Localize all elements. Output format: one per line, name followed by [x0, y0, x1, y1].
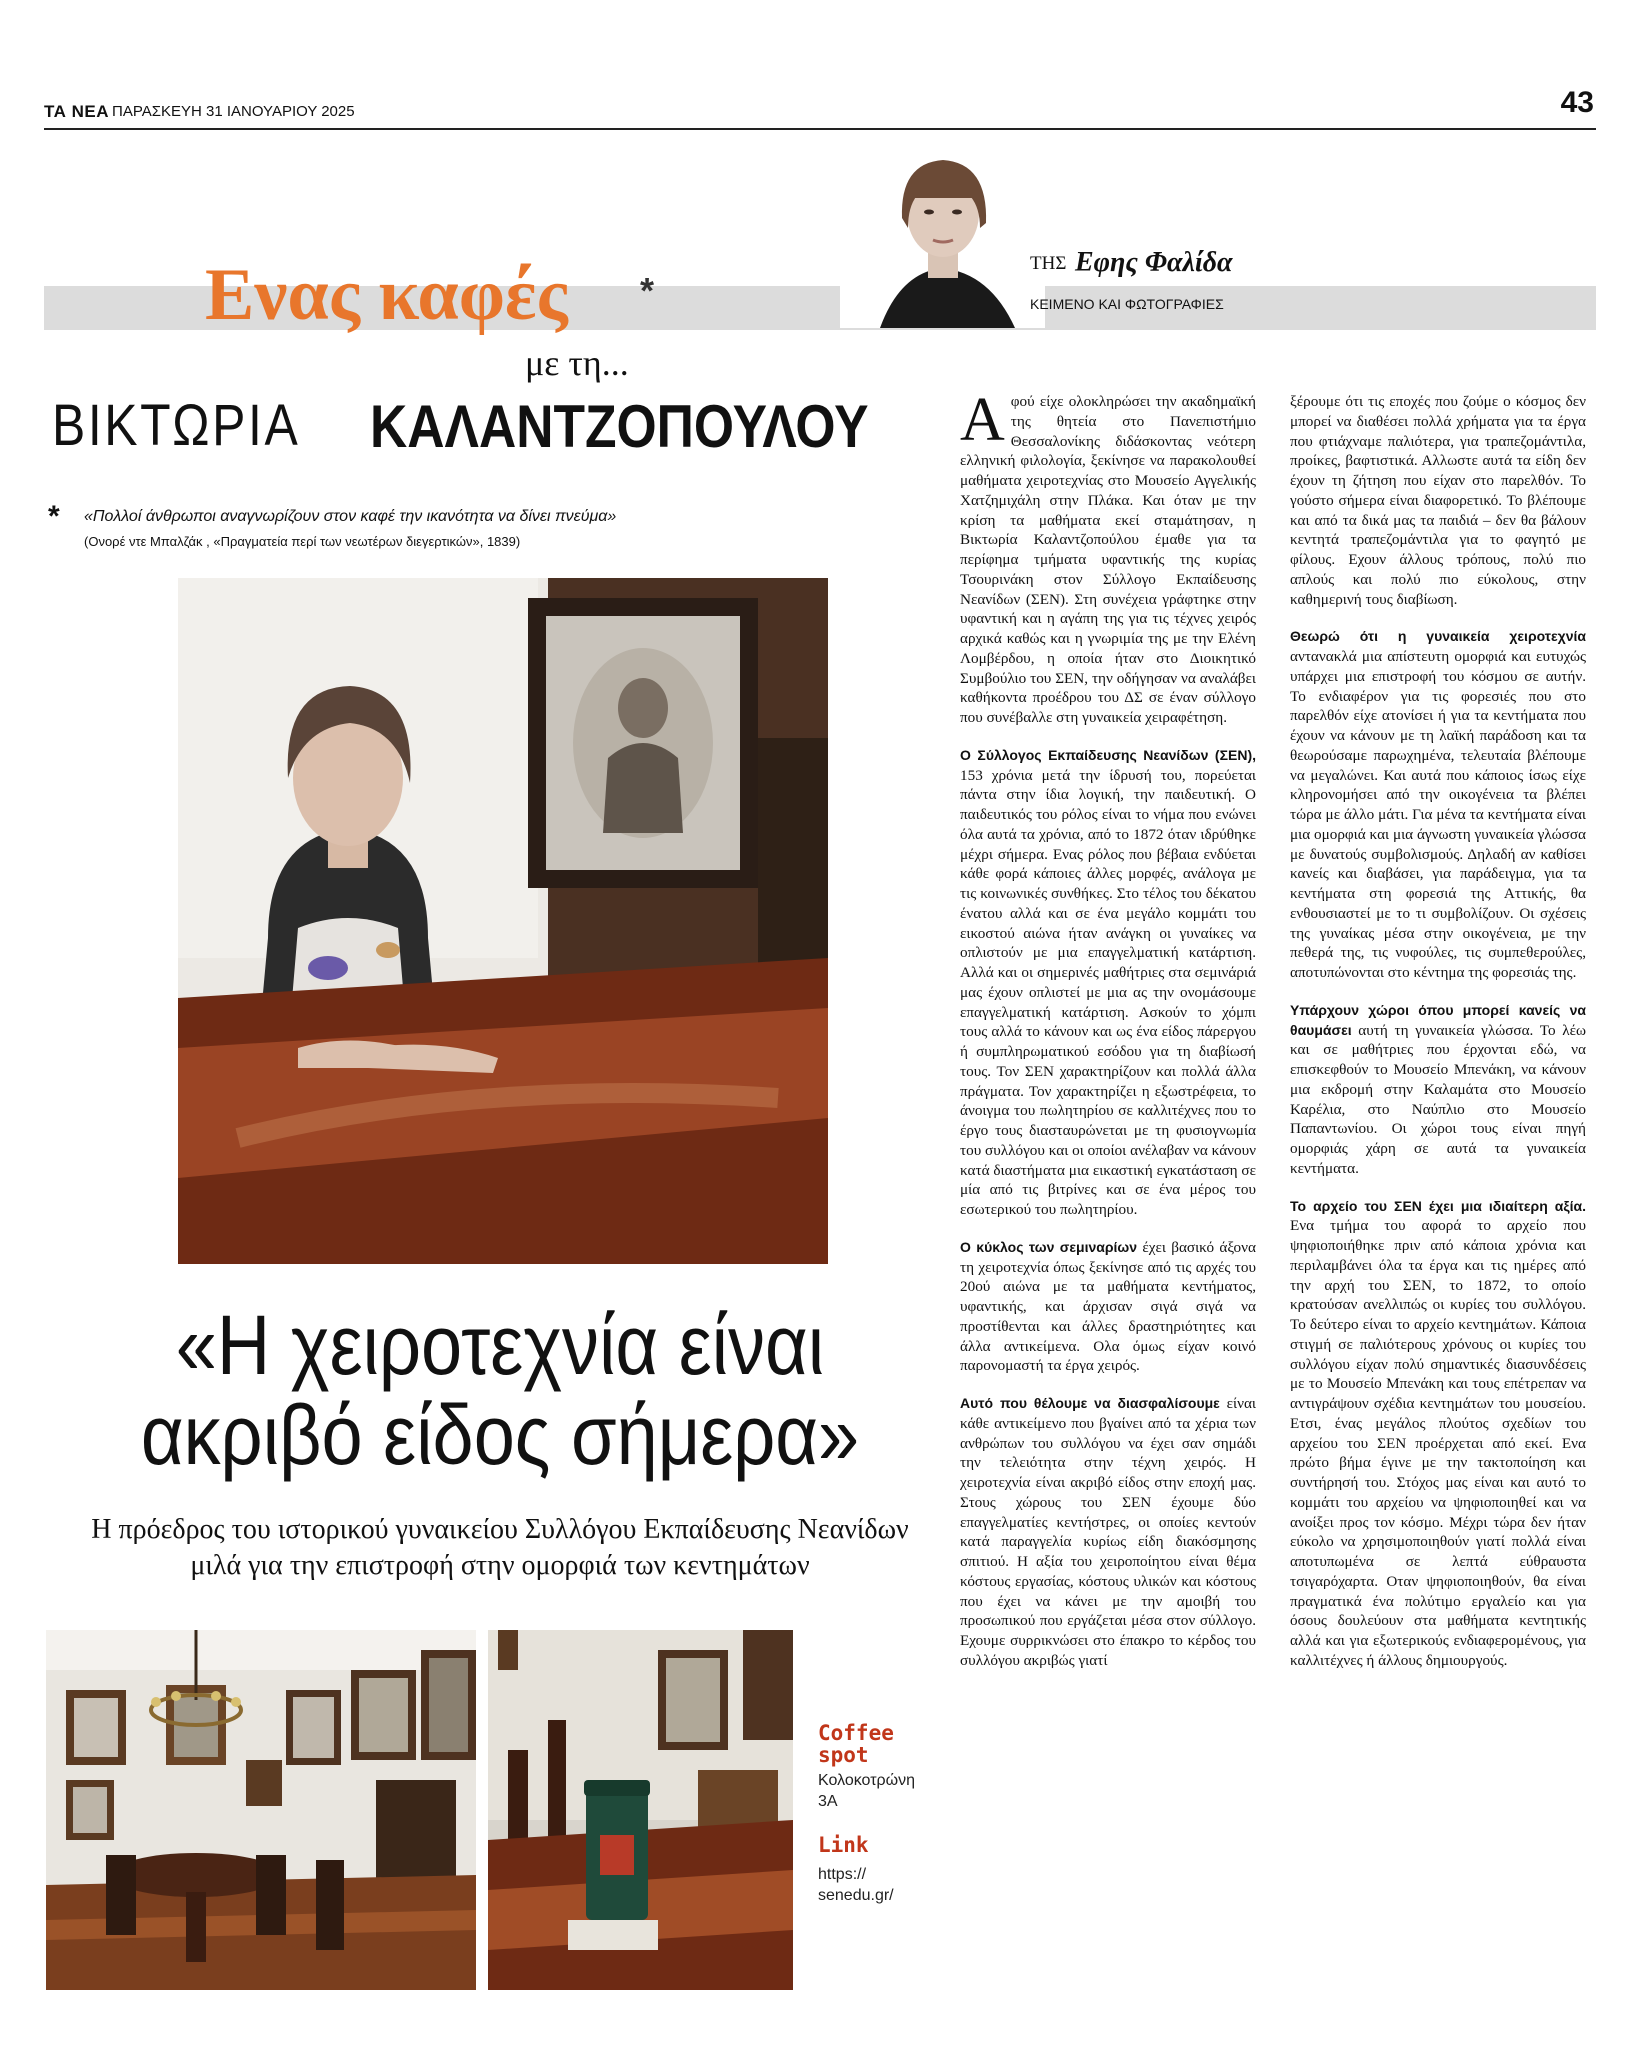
paragraph-lead: Ο Σύλλογος Εκπαίδευσης Νεανίδων (ΣΕΝ),	[960, 746, 1256, 763]
epigraph-quote: «Πολλοί άνθρωποι αναγνωρίζουν στον καφέ την ικανότητα να δίνει πνεύμα»	[84, 508, 617, 525]
article-paragraph: Αφού είχε ολοκληρώσει την ακαδημαϊκή της θητεία στο Πανεπιστήμιο Θεσσαλονίκης διδάσκοντας νεότερη ελληνική φιλολογία, ξεκίνησε να παρακολουθεί μαθήματα χειροτεχνίας στο Μουσείο Αγγελικής Χατζημιχάλη στην Πλάκα. Και όταν με την κρίση τα μαθήματα εκεί σταμάτησαν, η Βικτωρία Καλαντζοπούλου έμαθε για τα περίφημα τμήματα υφαντικής της κυρίας Τσουρινάκη στον Σύλλογο Εκπαίδευσης Νεανίδων (ΣΕΝ). Στη συνέχεια γράφτηκε στην υφαντική και η αγάπη της για τις τέχνες χειρός αρχικά καθώς και η γνωριμία της με την Ελένη Λομβέρδου, η οποία ήταν στο Διοικητικό Συμβούλιο του ΣΕΝ, την οδήγησαν να αναλάβει καθήκοντα προέδρου του ΔΣ σε έναν σύλλογο που συνέβαλλε στη γυναικεία χειραφέτηση.	[960, 386, 1256, 726]
coffee-spot-heading: Coffee spot	[818, 1721, 894, 1767]
coffee-spot-address: Κολοκοτρώνη 3Α	[818, 1772, 916, 1810]
article-column-1	[960, 386, 1257, 1689]
author-role: ΚΕΙΜΕΝΟ ΚΑΙ ΦΩΤΟΓΡΑΦΙΕΣ	[1030, 296, 1224, 312]
page-number: 43	[1560, 86, 1594, 119]
interviewee-first-name: ΒΙΚΤΩΡΙΑ	[52, 393, 301, 458]
interviewee-last-name: ΚΑΛΑΝΤΖΟΠΟΥΛΟΥ	[370, 393, 869, 460]
author-name: Εφης Φαλίδα	[1075, 247, 1233, 278]
header-rule	[44, 128, 1596, 130]
byline-prefix: ΤΗΣ	[1030, 253, 1067, 274]
paragraph-lead: Ο κύκλος των σεμιναρίων	[960, 1238, 1138, 1255]
headline-line: «Η χειροτεχνία είναι	[175, 1298, 825, 1392]
author-photo	[840, 148, 1045, 328]
article-paragraph: Ο Σύλλογος Εκπαίδευσης Νεανίδων (ΣΕΝ), 153 χρόνια μετά την ίδρυσή του, πορεύεται πάντα στην ίδια λογική, την παιδευτική. Ο παιδευτικός του ρόλος είναι το νήμα που ενώνει όλα αυτά τα χρόνια, από το 1872 όταν ιδρύθηκε μέχρι σήμερα. Ενας ρόλος που βέβαια ενδύεται κάθε φορά κάποιες άλλες μορφές, ανάλογα με τις κοινωνικές συνθήκες. Στο τέλος του δέκατου ένατου αλλά και σε ένα μεγάλο κομμάτι του εικοστού αιώνα ήταν ανάγκη οι γυναίκες να οπλιστούν με μια επαγγελματική κατάρτιση. Αλλά και οι σημερινές μαθήτριες στα σεμινάριά μας έχουν οπλιστεί με μια ας την ονομάσουμε επαγγελματική κατάρτιση. Ασκούν το χόμπι τους αλλά το κάνουν και ως ένα είδος πάρεργου ή συμπληρωματικού εσόδου για τη διαβίωσή τους. Τον ΣΕΝ χαρακτηρίζουν και πολλά άλλα πράγματα. Τον χαρακτηρίζει η εξωστρέφεια, το άνοιγμα του πωλητηρίου σε καλλιτέχνες που το έργο τους διασταυρώνεται με τη φυσιογνωμία του συλλόγου και οι οποίοι ανέλαβαν να κάνουν κατά διαστήματα μια εικαστική εγκατάσταση σε μία από τις βιτρίνες και σε ένα μέρος του εσωτερικού του πωλητηρίου.	[960, 746, 1256, 1218]
paragraph-lead: Αυτό που θέλουμε να διασφαλίσουμε	[960, 1395, 1220, 1411]
subheadline-line: Η πρόεδρος του ιστορικού γυναικείου Συλλόγου Εκπαίδευσης Νεανίδων	[91, 1514, 909, 1545]
subheadline-line: μιλά για την επιστροφή στην ομορφιά των κεντημάτων	[190, 1550, 810, 1581]
column-subtitle: με τη...	[525, 343, 629, 383]
issue-date: ΠΑΡΑΣΚΕΥΗ 31 ΙΑΝΟΥΑΡΙΟΥ 2025	[112, 103, 355, 120]
coffee-photo	[488, 1630, 793, 1990]
link-heading: Link	[818, 1833, 869, 1857]
article-paragraph: Υπάρχουν χώροι όπου μπορεί κανείς να θαυμάσει αυτή τη γυναικεία γλώσσα. Το λέω και σε μαθήτριες που έρχονται εδώ, να επισκεφθούν το Μουσείο Μπενάκη, να κάνουν μια εκδρομή στην Καλαμάτα στο Μουσείο Καρέλια, στο Ναύπλιο στο Μουσείο Παπαντωνίου. Οι χώροι τους είναι πηγή ομορφιάς χάρη σε αυτά τα γυναικεία κεντήματα.	[1290, 1001, 1586, 1177]
article-paragraph: Αυτό που θέλουμε να διασφαλίσουμε είναι κάθε αντικείμενο που βγαίνει από τα χέρια των ανθρώπων του συλλόγου να έχει σαν σημάδι την τελειότητα στην τέχνη χειρός. Η χειροτεχνία είναι ακριβό είδος στην εποχή μας. Στους χώρους του ΣΕΝ έχουμε δύο επαγγελματίες κεντήστρες, οι οποίες κεντούν κατά παραγγελία κυρίως είδη διακόσμησης σπιτιού. Η αξία του χειροποίητου είναι θέμα κόστους εργασίας, κόστους υλικών και κόστους που έχει να κάνει με την αμοιβή του προσωπικού που εργάζεται μέσα στον σύλλογο. Εχουμε συρρικνώσει στο έπακρο το κέρδος του συλλόγου ακριβώς γιατί	[960, 1395, 1257, 1669]
headline	[95, 1300, 905, 1480]
drop-cap: Α	[960, 386, 1005, 454]
article-paragraph: Θεωρώ ότι η γυναικεία χειροτεχνία αντανακλά μια απίστευτη ομορφιά και ευτυχώς υπάρχει μια επιστροφή του κόσμου σε αυτήν. Το ενδιαφέρον για τις φορεσιές που στο παρελθόν είχε ατονίσει ή για τα κεντήματα που έχουν να κάνουν με τη λαϊκή παράδοση και τα θεωρούσαμε παρωχημένα, τελευταία βλέπουμε να μεγαλώνει. Και αυτά που κάποιος ίσως είχε κληρονομήσει από την οικογένεια τα βλέπει τώρα με άλλο μάτι. Για μένα τα κεντήματα είναι μια ομορφιά και μια άγνωστη γυναικεία γλώσσα με δυνατούς συμβολισμούς. Δηλαδή αν καθίσει κανείς και διαβάσει, για παράδειγμα, για τα κεντήματα στη φορεσιά της Αττικής, θα ενθουσιαστεί με το τι συμβολίζουν. Οι σχέσεις της γυναίκας μέσα στην οικογένεια, με την πεθερά της, τις νυφούλες, τις συμπεθερούλες, αποτυπώνονται στο κέντημα της φορεσιάς της.	[1290, 628, 1586, 981]
subheadline	[40, 1512, 960, 1584]
newspaper-name: ΤΑ ΝΕΑ	[44, 102, 110, 121]
paragraph-lead: Το αρχείο του ΣΕΝ έχει μια ιδιαίτερη αξία.	[1290, 1197, 1586, 1214]
room-photo	[46, 1630, 476, 1990]
paragraph-lead: Υπάρχουν χώροι όπου μπορεί κανείς να θαυμάσει	[1290, 1001, 1586, 1038]
article-column-2	[1290, 392, 1586, 1689]
headline-line: ακριβό είδος σήμερα»	[140, 1388, 860, 1482]
paragraph-lead: Θεωρώ ότι η γυναικεία χειροτεχνία	[1290, 628, 1586, 645]
asterisk-icon: *	[640, 270, 655, 311]
link-url[interactable]: https:// senedu.gr/	[818, 1866, 894, 1904]
article-paragraph: ξέρουμε ότι τις εποχές που ζούμε ο κόσμος δεν μπορεί να διαθέσει πολλά χρήματα για τα έργα που φτιάχναμε παλιότερα, για τραπεζομάντιλα, προίκες, βαφτιστικά. Αλλωστε αυτά τα είδη δεν έχουν τη ζήτηση που είχαν στο παρελθόν. Το γούστο σήμερα είναι διαφορετικό. Το βλέπουμε και από τα δικά μας τα παιδιά – δεν θα βάλουν κεντητά τραπεζομάντιλα για το φαγητό με φίλους. Εχουν άλλους τρόπους, πολύ πιο απλούς και πολύ πιο εύκολους, στην καθημερινή τους διαβίωση.	[1290, 393, 1586, 608]
article-paragraph: Το αρχείο του ΣΕΝ έχει μια ιδιαίτερη αξία. Ενα τμήμα του αφορά το αρχείο που ψηφιοποιήθηκε πριν από κάποια χρόνια και περιλαμβάνει όλα τα έργα και τις ημέρες από την αρχή του ΣΕΝ, το 1872, το οποίο κρατούσαν ανελλιπώς οι κυρίες του συλλόγου. Το δεύτερο είναι το αρχείο κεντημάτων. Κάποια στιγμή σε παλιότερους χρόνους οι κυρίες του συλλόγου είχαν πολύ σημαντικές διασυνδέσεις με το Μουσείο Μπενάκη και τους επέτρεπαν να αντιγράψουν σχέδια κεντημάτων του μουσείου. Ετσι, ένας μεγάλος πλούτος σχεδίων του αρχείου του ΣΕΝ προέρχεται από εκεί. Ενα πρώτο βήμα έγινε με την τακτοποίηση και συντήρησή του. Στόχος μας είναι και αυτό το κομμάτι του αρχείου να ψηφιοποιηθεί και να ανοίξει προς τον κόσμο. Μέχρι τώρα δεν ήταν εύκολο να χρησιμοποιηθούν γιατί πολλά είναι αποτυπωμένα σε λεπτά εύθραυστα τσιγαρόχαρτα. Οταν ψηφιοποιηθούν, θα είναι πραγματικά ένα πολύτιμο εργαλείο και για όσους δουλεύουν στα μαθήματα κεντητικής αλλά και για εξωτερικούς ενδιαφερομένους, για καλλιτέχνες ή άλλους δημιουργούς.	[1290, 1197, 1586, 1669]
asterisk-icon: *	[48, 500, 60, 533]
interviewee-photo	[178, 578, 828, 1264]
epigraph-source: (Ονορέ ντε Μπαλζάκ , «Πραγματεία περί των νεωτέρων διεγερτικών», 1839)	[84, 534, 521, 549]
column-title: Ενας καφές	[205, 254, 568, 336]
article-paragraph: Ο κύκλος των σεμιναρίων έχει βασικό άξονα τη χειροτεχνία όπως ξεκίνησε από τις αρχές του 20ού αιώνα με τα μαθήματα κεντήματος, υφαντικής, και άρχισαν σιγά σιγά να προστίθενται και άλλες δραστηριότητες και άλλα αντικείμενα. Ολα όμως είχαν κοινό παρονομαστή τα έργα χειρός.	[960, 1238, 1256, 1375]
